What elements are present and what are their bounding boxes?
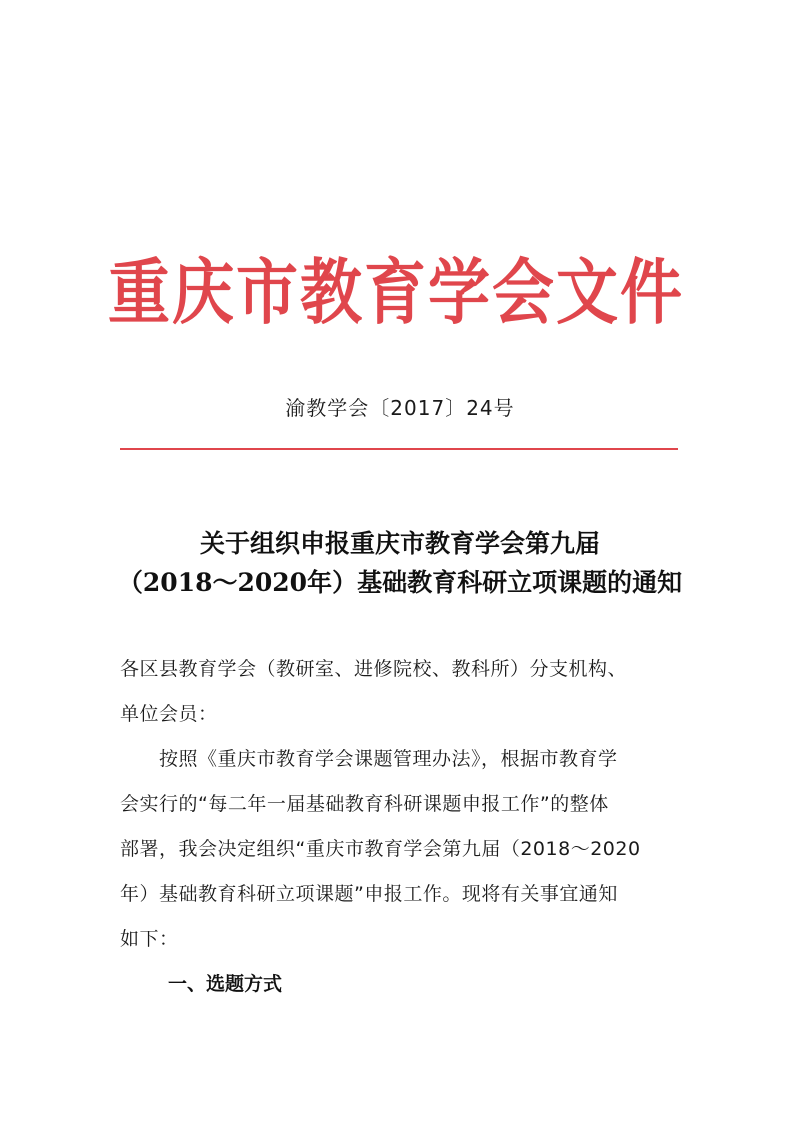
document-number: 渝教学会〔2017〕24号	[285, 396, 515, 420]
body-line: 单位会员：	[120, 703, 218, 725]
notice-title-line-2: （2018～2020年）基础教育科研立项课题的通知	[117, 568, 683, 597]
body-line: 如下：	[120, 928, 179, 950]
notice-title-line-1: 关于组织申报重庆市教育学会第九届	[199, 529, 600, 558]
body-line: 年）基础教育科研立项课题”申报工作。现将有关事宜通知	[120, 883, 618, 905]
letterhead-title: 重庆市教育学会文件	[108, 250, 685, 335]
body-line: 按照《重庆市教育学会课题管理办法》，根据市教育学	[120, 748, 618, 770]
body-line: 会实行的“每二年一届基础教育科研课题申报工作”的整体	[120, 793, 609, 815]
body-line: 部署，我会决定组织“重庆市教育学会第九届（2018～2020	[120, 838, 641, 860]
section-heading: 一、选题方式	[168, 973, 283, 995]
body-line: 各区县教育学会（教研室、进修院校、教科所）分支机构、	[120, 658, 628, 680]
red-divider	[120, 448, 678, 450]
